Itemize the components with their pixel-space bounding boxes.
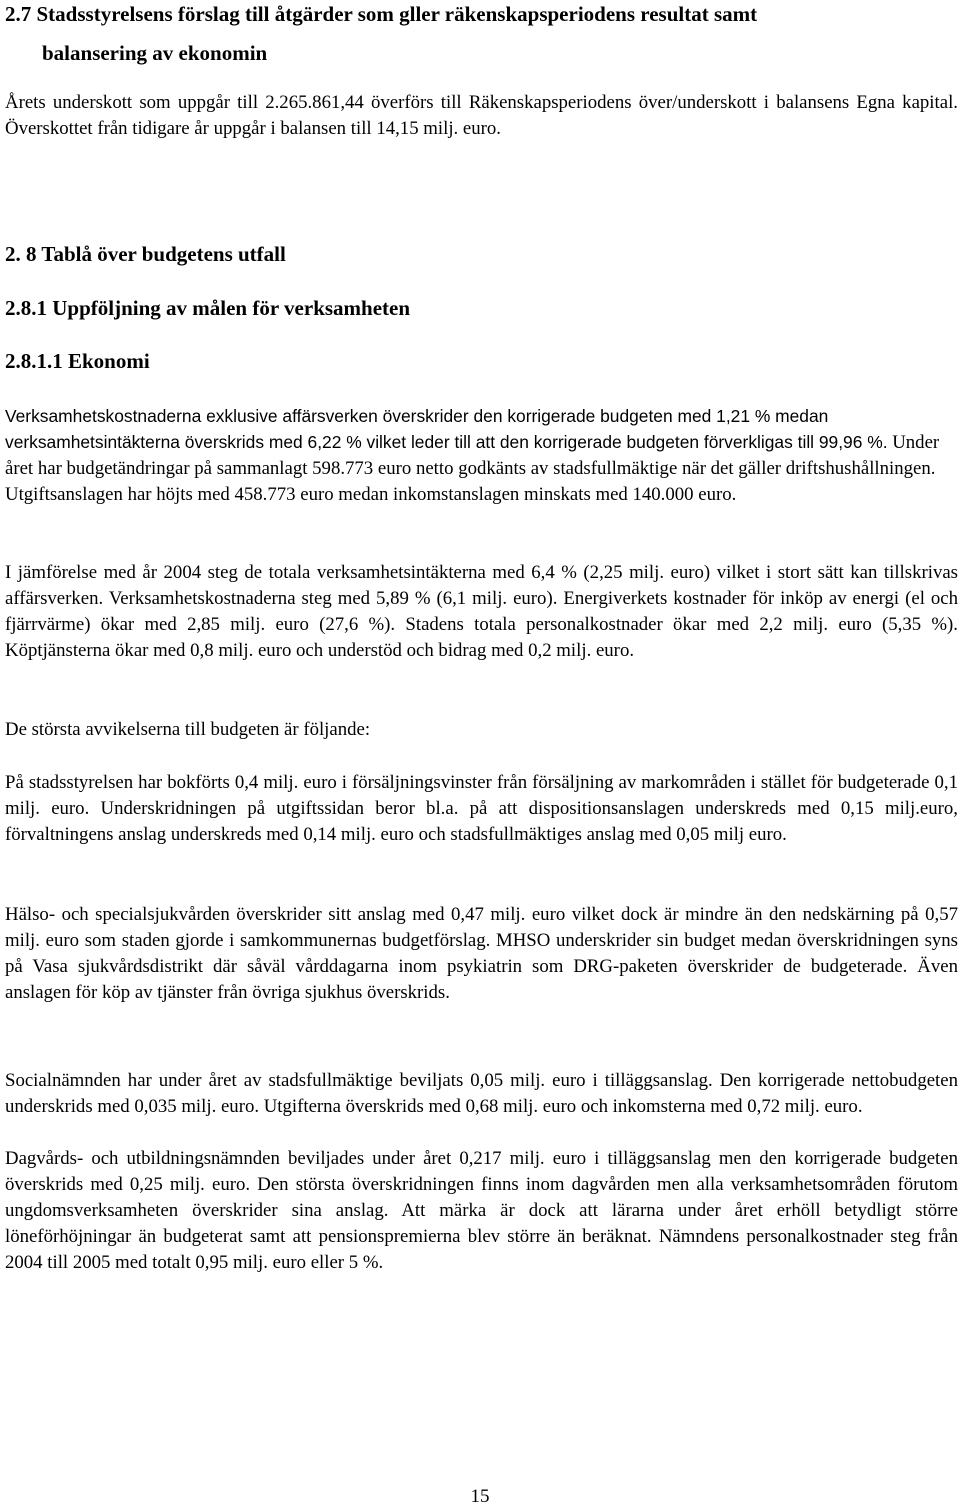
page-number: 15 bbox=[470, 1486, 490, 1507]
paragraph-socialnamnden: Socialnämnden har under året av stadsfullmäktige beviljats 0,05 milj. euro i tilläggsanslag. Den korrigerade nettobudgeten underskrids med 0,035 milj. euro. Utgifterna överskrids med 0,68 milj. euro och inkomsterna med 0,72 milj. euro. bbox=[5, 1070, 958, 1117]
section-heading-2-8-1: 2.8.1 Uppföljning av målen för verksamheten bbox=[5, 296, 411, 320]
section-heading-2-8-1-1: 2.8.1.1 Ekonomi bbox=[5, 349, 150, 373]
section-heading-2-7-line2: balansering av ekonomin bbox=[42, 41, 268, 65]
paragraph-result: Årets underskott som uppgår till 2.265.861,44 överförs till Räkenskapsperiodens över/underskott i balansens Egna kapital. Överskottet från tidigare år uppgår i balansen till 14,15 milj. euro. bbox=[5, 92, 958, 139]
paragraph-dagvards-utbildning: Dagvårds- och utbildningsnämnden beviljades under året 0,217 milj. euro i tilläggsanslag men den korrigerade budgeten överskrids med 0,25 milj. euro. Den största överskridningen finns inom dagvården men alla verksamhetsområden förutom ungdomsverksamheten överskrider sina anslag. Att märka är dock att lärarna under året erhöll betydligt större löneförhöjningar än budgeterat samt att pensionspremierna blev större än beräknat. Nämndens personalkostnader steg från 2004 till 2005 med totalt 0,95 milj. euro eller 5 %. bbox=[5, 1148, 958, 1273]
paragraph-stadsstyrelsen: På stadsstyrelsen har bokförts 0,4 milj. euro i försäljningsvinster från försäljning av markområden i stället för budgeterade 0,1 milj. euro. Underskridningen på utgiftssidan beror bl.a. på att dispositionsanslagen underskreds med 0,15 milj.euro, förvaltningens anslag underskreds med 0,14 milj. euro och stadsfullmäktiges anslag med 0,05 milj euro. bbox=[5, 772, 958, 845]
paragraph-costs-part-b: Under året har budgetändringar på sammanlagt 598.773 euro netto godkänts av stadsfullmäktige när det gäller driftshushållningen. Utgiftsanslagen har höjts med 458.773 euro medan inkomstanslagen minskats med 140.000 euro. bbox=[5, 432, 940, 505]
paragraph-deviations-intro: De största avvikelserna till budgeten är följande: bbox=[5, 719, 371, 740]
section-heading-2-8: 2. 8 Tablå över budgetens utfall bbox=[5, 242, 286, 266]
section-heading-2-7-line1: 2.7 Stadsstyrelsens förslag till åtgärder som gller räkenskapsperiodens resultat samt bbox=[5, 2, 758, 26]
section-heading-2-7 bbox=[5, 1, 958, 66]
paragraph-comparison: I jämförelse med år 2004 steg de totala verksamhetsintäkterna med 6,4 % (2,25 milj. euro) vilket i stort sätt kan tillskrivas affärsverken. Verksamhetskostnaderna steg med 5,89 % (6,1 milj. euro). Energiverkets kostnader för inköp av energi (el och fjärrvärme) ökar med 2,85 milj. euro (27,6 %). Stadens totala personalkostnader ökar med 2,2 milj. euro (5,35 %). Köptjänsterna ökar med 0,8 milj. euro och understöd och bidrag med 0,2 milj. euro. bbox=[5, 562, 958, 661]
paragraph-costs bbox=[5, 403, 958, 508]
paragraph-halso-sjukvard: Hälso- och specialsjukvården överskrider sitt anslag med 0,47 milj. euro vilket dock är mindre än den nedskärning på 0,57 milj. euro som staden gjorde i samkommunernas budgetförslag. MHSO underskrider sin budget medan överskridningen syns på Vasa sjukvårdsdistrikt där såväl vårddagarna inom psykiatrin som DRG-paketen överskrider de budgeterade. Även anslagen för köp av tjänster från övriga sjukhus överskrids. bbox=[5, 904, 958, 1003]
paragraph-costs-part-a: Verksamhetskostnaderna exklusive affärsverken överskrider den korrigerade budgeten med 1,21 % medan verksamhetsintäkterna överskrids med 6,22 % vilket leder till att den korrigerade budgeten förverkligas till 99,96 %. bbox=[5, 406, 888, 452]
